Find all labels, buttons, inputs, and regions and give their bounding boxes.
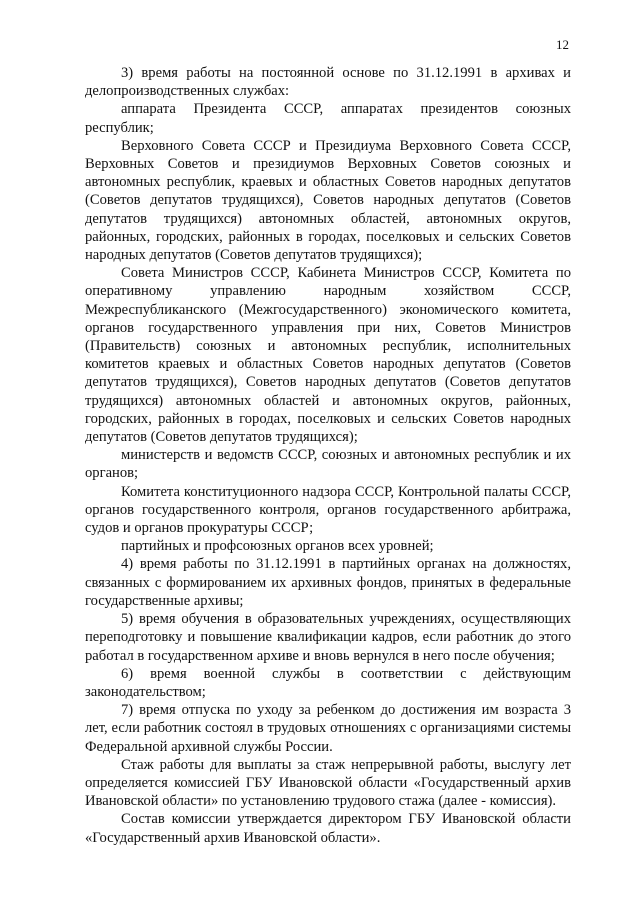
paragraph-council-of-ministers: Совета Министров СССР, Кабинета Министров СССР, Комитета по оперативному управлению народным хозяйством СССР, Межреспубликанского (Межгосударственного) экономического комитета, органов государственного управления при них, Советов Министров (Правительств) союзных и автономных республик, исполнительных комитетов краевых и областных Советов народных депутатов (Советов депутатов трудящихся), Советов народных депутатов (Советов депутатов трудящихся) автономных областей и автономных округов, районных, городских, районных в городах, поселковых и сельских Советов народных депутатов (Советов депутатов трудящихся); xyxy=(85,265,571,446)
document-body xyxy=(85,64,571,847)
paragraph-item-5-education: 5) время обучения в образовательных учреждениях, осуществляющих переподготовку и повышение квалификации кадров, если работник до этого работал в государственном архиве и вновь вернулся в него после обучения; xyxy=(85,611,571,664)
paragraph-supreme-soviet: Верховного Совета СССР и Президиума Верховного Совета СССР, Верховных Советов и президиумов Верховных Советов союзных и автономных республик, краевых и областных Советов народных депутатов (Советов депутатов трудящихся), Советов народных депутатов (Советов депутатов трудящихся) автономных областей, автономных округов, районных, городских, районных в городах, поселковых и сельских Советов народных депутатов (Советов депутатов трудящихся); xyxy=(85,137,571,264)
paragraph-item-3-archives: 3) время работы на постоянной основе по 31.12.1991 в архивах и делопроизводственных службах: xyxy=(85,65,571,100)
paragraph-item-4-party-organs: 4) время работы по 31.12.1991 в партийных органах на должностях, связанных с формированием их архивных фондов, принятых в федеральные государственные архивы; xyxy=(85,556,571,609)
paragraph-item-7-childcare-leave: 7) время отпуска по уходу за ребенком до достижения им возраста 3 лет, если работник состоял в трудовых отношениях с организациями системы Федеральной архивной службы России. xyxy=(85,702,571,755)
paragraph-item-6-military: 6) время военной службы в соответствии с действующим законодательством; xyxy=(85,665,571,700)
paragraph-ministries: министерств и ведомств СССР, союзных и автономных республик и их органов; xyxy=(85,447,571,482)
paragraph-seniority-commission: Стаж работы для выплаты за стаж непрерывной работы, выслугу лет определяется комиссией ГБУ Ивановской области «Государственный архив Ивановской области» по установлению трудового стажа (далее - комиссия). xyxy=(85,756,571,810)
paragraph-commission-composition: Состав комиссии утверждается директором ГБУ Ивановской области «Государственный архив Ивановской области». xyxy=(85,811,571,846)
paragraph-constitutional-committee: Комитета конституционного надзора СССР, Контрольной палаты СССР, органов государственного контроля, органов государственного арбитража, судов и органов прокуратуры СССР; xyxy=(85,483,571,537)
paragraph-party-unions: партийных и профсоюзных органов всех уровней; xyxy=(121,538,434,555)
paragraph-president-apparatus: аппарата Президента СССР, аппаратах президентов союзных республик; xyxy=(85,101,571,136)
page-number: 12 xyxy=(556,37,569,52)
